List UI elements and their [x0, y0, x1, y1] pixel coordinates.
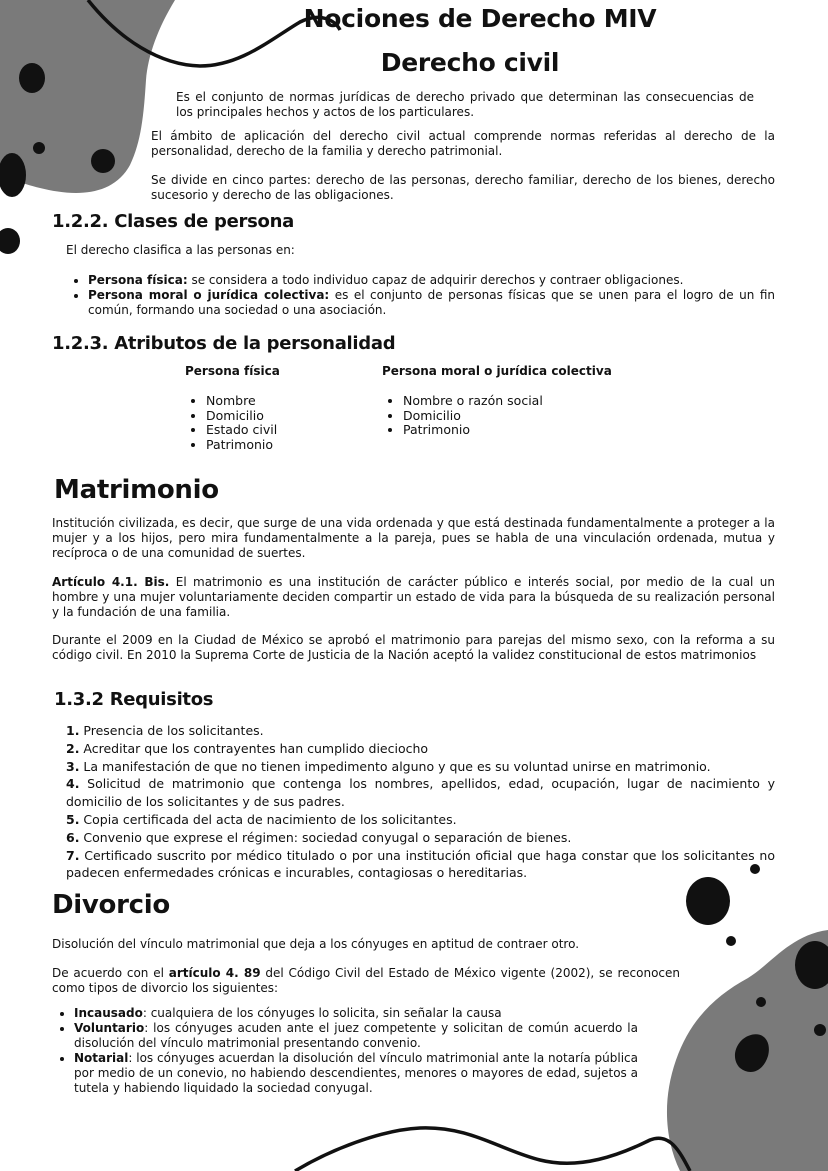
divorcio-types-list: [52, 1006, 638, 1096]
matrimonio-articulo: [52, 575, 775, 620]
requisitos-list: [66, 722, 775, 882]
divorcio-articulo: [52, 966, 680, 996]
item-text: Copia certificada del acta de nacimiento de los solicitantes.: [79, 811, 457, 827]
matrimonio-definition: Institución civilizada, es decir, que surge de una vida ordenada y que está destinada fundamentalmente a proteger a la mujer y a los hijos, pero mira fundamentalmente a la pareja, pues se habla de una vinculación ordenada, mutua y recíproca o de una comunidad de suertes.: [52, 516, 775, 560]
document-subtitle: Derecho civil: [380, 48, 560, 77]
section-heading-atributos: 1.2.3. Atributos de la personalidad: [52, 333, 396, 354]
article-label: artículo 4. 89: [168, 966, 261, 980]
derecho-civil-definition: Es el conjunto de normas jurídicas de derecho privado que determinan las consecuencias de los principales hechos y actos de los particulares.: [176, 90, 754, 119]
list-item: [66, 775, 775, 811]
section-heading-requisitos: 1.3.2 Requisitos: [54, 689, 214, 710]
term-label: Persona moral o jurídica colectiva:: [88, 288, 330, 302]
item-text: La manifestación de que no tienen impedimento alguno y que es su voluntad unirse en matrimonio.: [79, 758, 711, 774]
term-text: : cualquiera de los cónyuges lo solicita, sin señalar la causa: [142, 1006, 502, 1020]
document-title: Nociones de Derecho MIV: [303, 4, 657, 33]
divorcio-definition: Disolución del vínculo matrimonial que deja a los cónyuges en aptitud de contraer otro.: [52, 937, 580, 951]
list-item: [66, 811, 775, 829]
persona-fisica-attributes: [184, 394, 277, 452]
list-item: [74, 1006, 638, 1021]
list-item: • Nombre: [206, 394, 277, 409]
item-number: 3.: [66, 758, 80, 774]
clases-list: [66, 273, 775, 318]
item-text: Certificado suscrito por médico titulado o por una institución oficial que haga constar que los solicitantes no padecen enfermedades crónicas e incurables, contagiosas o hereditarias.: [66, 847, 775, 881]
column-title-persona-moral: Persona moral o jurídica colectiva: [382, 364, 612, 378]
list-item: [88, 273, 775, 288]
derecho-civil-parts: Se divide en cinco partes: derecho de las personas, derecho familiar, derecho de los bienes, derecho sucesorio y derecho de las obligaciones.: [151, 173, 775, 202]
list-item: • Estado civil: [206, 423, 277, 438]
persona-moral-attributes: [381, 394, 543, 438]
item-text: Convenio que exprese el régimen: sociedad conyugal o separación de bienes.: [79, 829, 572, 845]
list-item: [66, 847, 775, 883]
term-label: Incausado: [74, 1006, 143, 1020]
list-item: [74, 1021, 638, 1051]
item-number: 1.: [66, 723, 80, 738]
section-heading-divorcio: Divorcio: [52, 890, 170, 920]
item-number: 5.: [66, 811, 80, 827]
list-item: • Domicilio: [403, 409, 543, 424]
item-text: Acreditar que los contrayentes han cumplido dieciocho: [79, 740, 429, 756]
item-number: 2.: [66, 740, 80, 756]
article-label: Artículo 4.1. Bis.: [52, 575, 170, 589]
article-text: El matrimonio es una institución de carácter público e interés social, por medio de la cual un hombre y una mujer voluntariamente deciden compartir un estado de vida para la búsqueda de su realización personal y la fundación de una familia.: [52, 575, 775, 619]
list-item: • Domicilio: [206, 409, 277, 424]
list-item: • Patrimonio: [206, 438, 277, 453]
term-label: Persona física:: [88, 273, 188, 287]
item-text: Solicitud de matrimonio que contenga los nombres, apellidos, edad, ocupación, lugar de nacimiento y domicilio de los solicitantes y de sus padres.: [66, 776, 775, 810]
matrimonio-reforma: Durante el 2009 en la Ciudad de México se aprobó el matrimonio para parejas del mismo sexo, con la reforma a su código civil. En 2010 la Suprema Corte de Justicia de la Nación aceptó la validez constitucional de estos matrimonios: [52, 633, 775, 662]
term-label: Voluntario: [74, 1021, 145, 1035]
list-item: • Nombre o razón social: [403, 394, 543, 409]
term-label: Notarial: [74, 1051, 129, 1065]
term-text: es el conjunto de personas físicas que se unen para el logro de un fin común, formando una sociedad o una asociación.: [88, 288, 776, 317]
section-heading-clases: 1.2.2. Clases de persona: [52, 211, 294, 232]
list-item: [66, 740, 775, 758]
list-item: [88, 288, 775, 318]
column-title-persona-fisica: Persona física: [185, 364, 280, 378]
list-item: [66, 829, 775, 847]
term-text: : los cónyuges acuden ante el juez competente y solicitan de común acuerdo la disolución del vínculo matrimonial presentando convenio.: [74, 1021, 638, 1050]
text-fragment: De acuerdo con el: [52, 966, 169, 980]
list-item: [66, 758, 775, 776]
list-item: • Patrimonio: [403, 423, 543, 438]
item-text: Presencia de los solicitantes.: [79, 723, 264, 738]
term-text: se considera a todo individuo capaz de adquirir derechos y contraer obligaciones.: [187, 273, 684, 287]
item-number: 4.: [66, 776, 80, 792]
item-number: 7.: [66, 847, 80, 863]
item-number: 6.: [66, 829, 80, 845]
list-item: [66, 722, 775, 740]
text-fragment: del Código Civil del Estado de México vigente (2002), se reconocen como tipos de divorcio los siguientes:: [52, 966, 681, 995]
list-item: [74, 1051, 638, 1096]
term-text: : los cónyuges acuerdan la disolución del vínculo matrimonial ante la notaría pública por medio de un conevio, no habiendo descendientes, menores o mayores de edad, sujetos a tutela y habiendo liquidado la sociedad conyugal.: [74, 1051, 638, 1095]
clases-intro: El derecho clasifica a las personas en:: [66, 243, 295, 257]
derecho-civil-scope: El ámbito de aplicación del derecho civil actual comprende normas referidas al derecho de la personalidad, derecho de la familia y derecho patrimonial.: [151, 129, 775, 158]
section-heading-matrimonio: Matrimonio: [54, 475, 219, 505]
